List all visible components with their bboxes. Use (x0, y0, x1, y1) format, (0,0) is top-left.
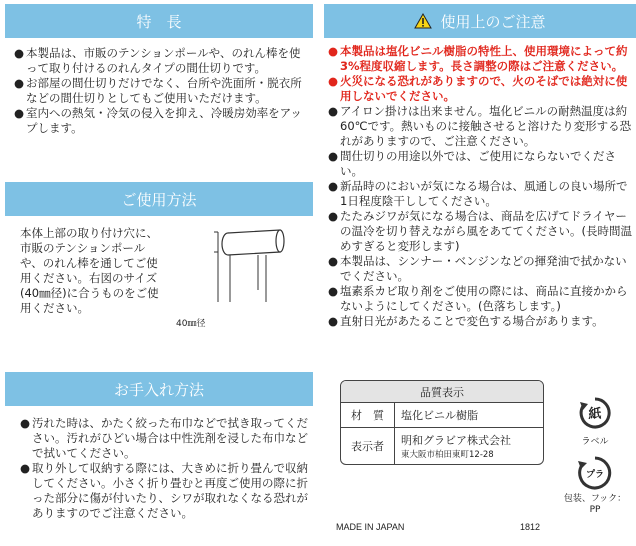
material-label: 材 質 (341, 403, 395, 427)
list-item: ● 汚れた時は、かたく絞った布巾などで拭き取ってください。汚れがひどい場合は中性洗剤を浸した布巾などで拭いてください。 (20, 416, 308, 460)
list-item: ● 直射日光があたることで変色する場合があります。 (328, 314, 604, 328)
product-code: 1812 (520, 522, 541, 532)
right-column (324, 0, 636, 329)
list-item: ● 新品時のにおいが気になる場合は、風通しの良い場所で1日程度陰干ししてください。 (328, 179, 628, 208)
svg-text:紙: 紙 (588, 407, 602, 422)
list-item: ● 本製品は塩化ビニル樹脂の特性上、使用環境によって約3%程度収縮します。長さ調整の際はご注意ください。 (328, 44, 628, 73)
usage-banner (5, 182, 313, 216)
list-item: ● アイロン掛けは出来ません。塩化ビニルの耐熱温度は約60℃です。熱いものに接触させると溶けたり変形する恐れがありますので、ご注意ください。 (328, 104, 632, 148)
maker-label: 表示者 (341, 428, 395, 464)
left-column (0, 0, 318, 520)
cautions-list (328, 44, 632, 329)
care-heading: お手入れ方法 (113, 380, 204, 399)
list-item: ● お部屋の間仕切りだけでなく、台所や洗面所・脱衣所などの間仕切りとしてもご使用いただけます。 (14, 76, 302, 105)
made-in-label: MADE IN JAPAN (336, 522, 405, 532)
material-row (341, 403, 543, 428)
list-item: ● 塩素系カビ取り剤をご使用の際には、商品に直接かからないようにしてください。(色落ちします。) (328, 284, 628, 313)
svg-text:プラ: プラ (585, 470, 605, 480)
maker-row (341, 428, 543, 464)
paper-recycle-icon (578, 396, 612, 430)
list-item: ● 室内への熱気・冷気の侵入を抑え、冷暖房効率をアップします。 (14, 106, 302, 135)
plastic-recycle-icon (576, 456, 614, 490)
usage-heading: ご使用方法 (121, 190, 197, 209)
list-item: ● 本製品は、市販のテンションポールや、のれん棒を使って取り付けるのれんタイプの間仕切りです。 (14, 46, 301, 75)
usage-text: 本体上部の取り付け穴に、市販のテンションポールや、のれん棒を通してご使用ください。右図のサイズ(40㎜径)に合うものをご使用ください。 (20, 226, 159, 315)
plastic-recycle-label: 包装、フック：PP (563, 494, 627, 515)
plastic-recycle-mark (560, 456, 630, 516)
paper-recycle-label: ラベル (581, 437, 609, 447)
maker-name: 明和グラビア株式会社 (401, 434, 511, 447)
list-item: ● 火災になる恐れがありますので、火のそばでは絶対に使用しないでください。 (328, 74, 628, 103)
care-list (20, 416, 312, 521)
maker-address: 東大阪市柏田東町12-28 (401, 450, 494, 460)
care-banner (5, 372, 313, 406)
diagram-label: 40㎜径 (176, 319, 206, 329)
list-item: ● 間仕切りの用途以外では、ご使用にならないでください。 (328, 149, 616, 178)
warning-icon (414, 13, 432, 29)
list-item: ● 取り外して収納する際には、大きめに折り畳んで収納してください。小さく折り畳むと再度ご使用の際に折った部分に傷が付いたり、シワが取れなくなる恐れがありますのでご注意ください。 (20, 461, 308, 520)
features-banner (5, 4, 313, 38)
cautions-banner (324, 4, 636, 38)
paper-recycle-mark (568, 396, 622, 447)
cautions-heading: 使用上のご注意 (440, 12, 546, 31)
features-heading: 特 長 (136, 12, 182, 31)
features-list (14, 46, 308, 136)
list-item: ● 本製品は、シンナー・ベンジンなどの揮発油で拭かないでください。 (328, 254, 627, 283)
material-value: 塩化ビニル樹脂 (401, 409, 478, 422)
quality-label-table (340, 380, 544, 465)
list-item: ● たたみジワが気になる場合は、商品を広げてドライヤーの温冷を切り替えながら風をあててください。(長時間温めすぎると変形します) (328, 209, 632, 253)
quality-heading: 品質表示 (341, 381, 543, 403)
